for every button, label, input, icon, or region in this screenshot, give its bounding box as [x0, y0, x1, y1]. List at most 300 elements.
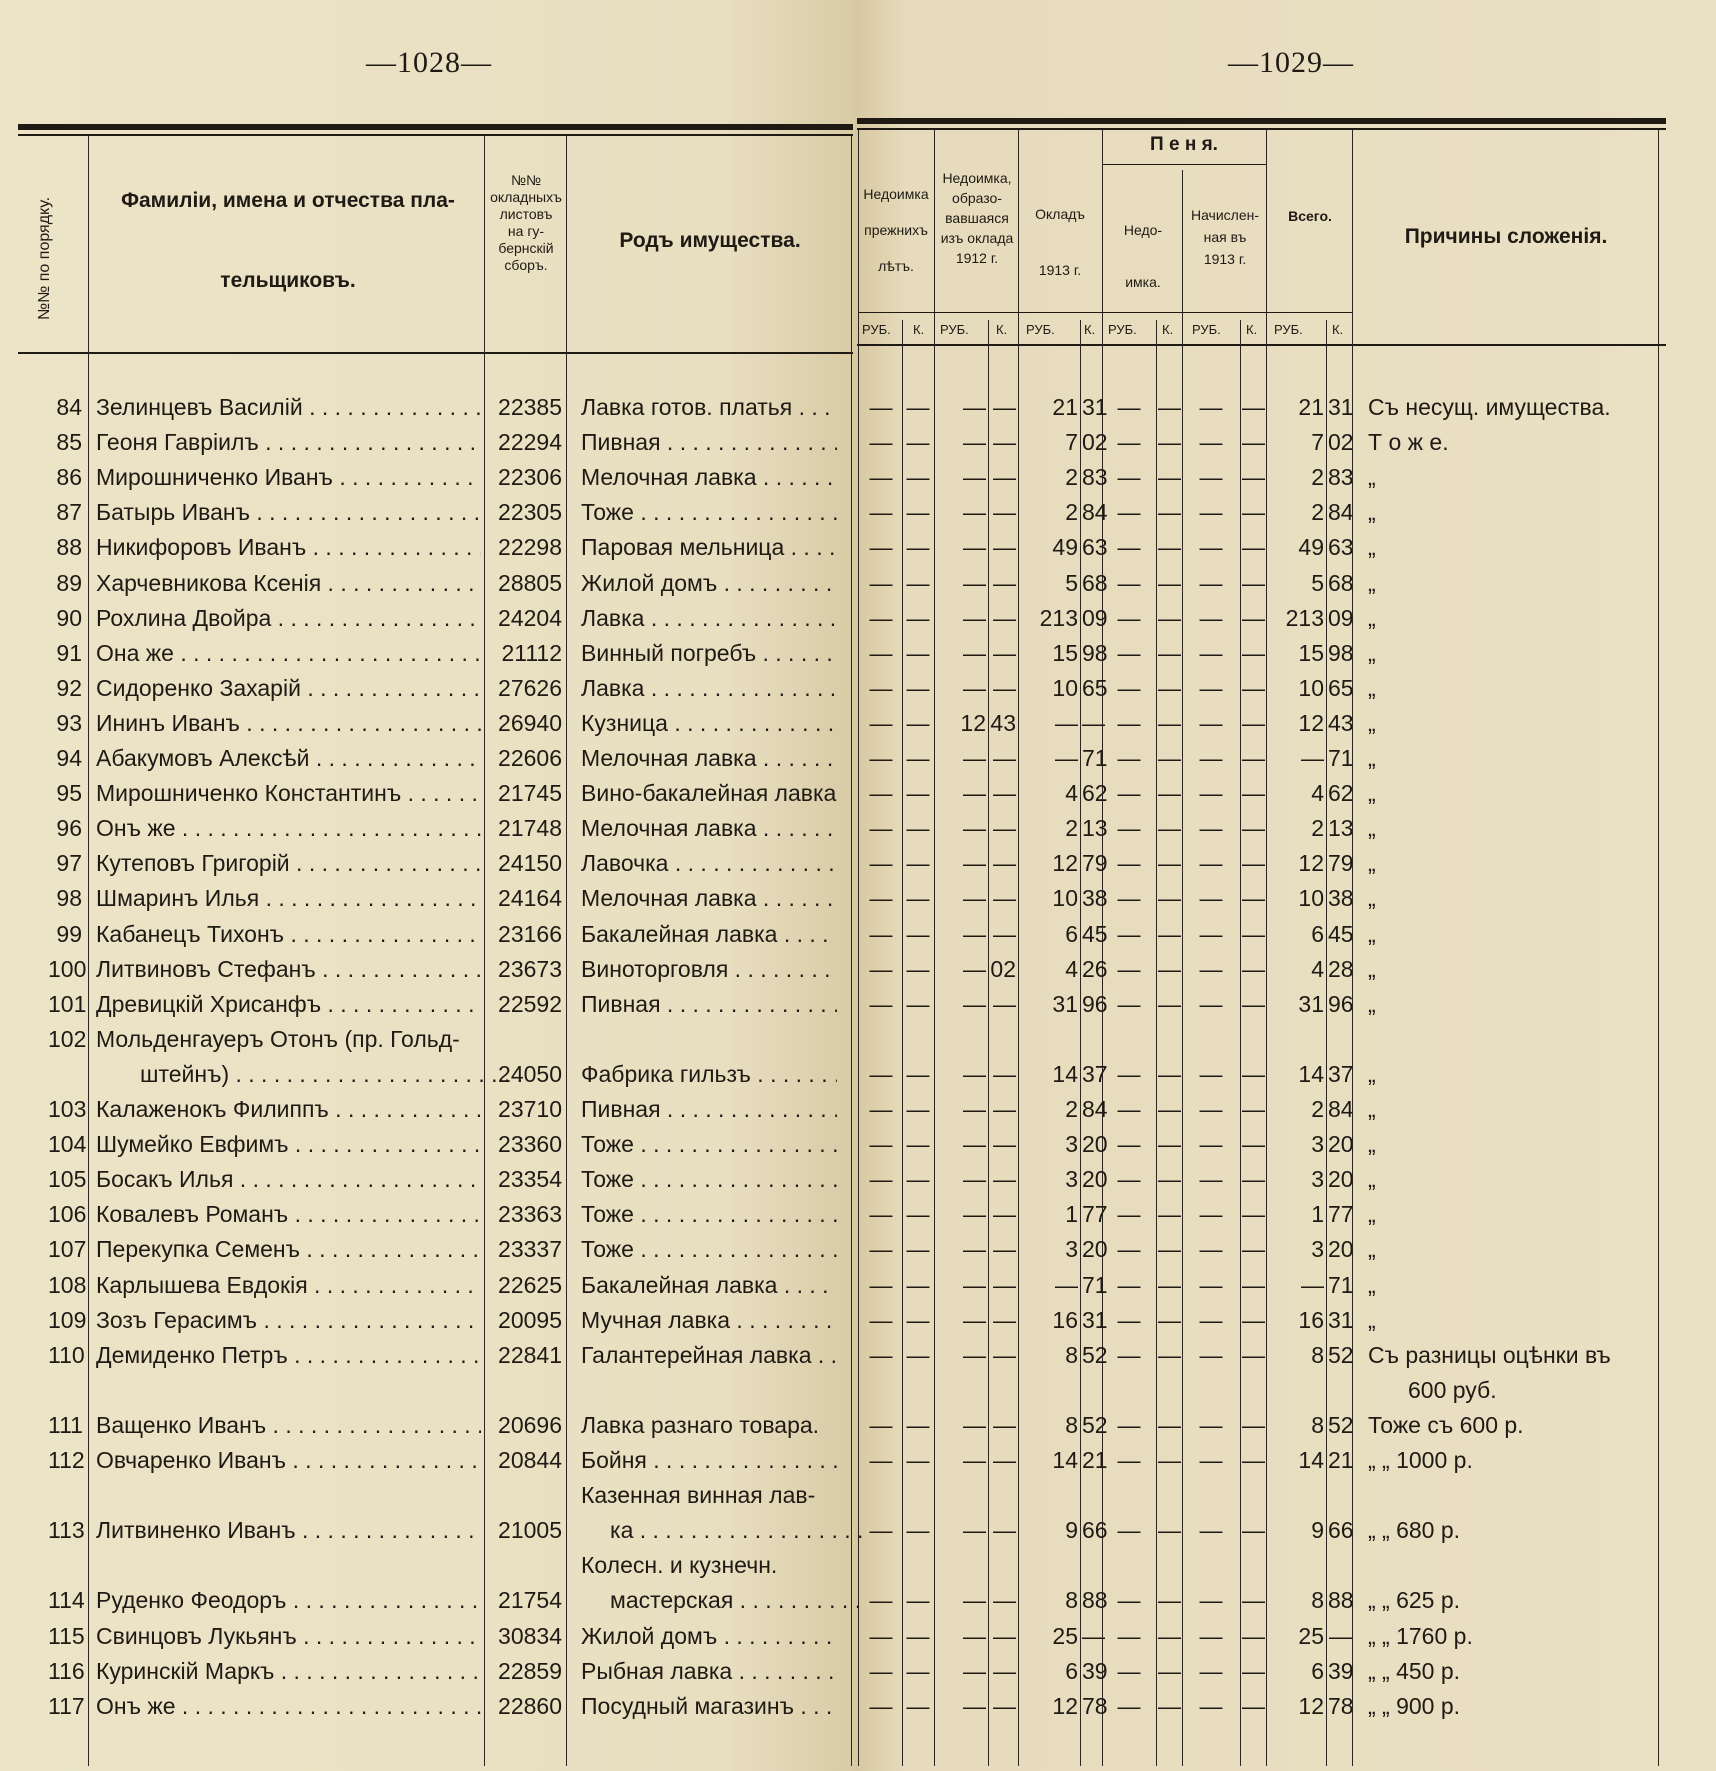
pa-kop: —	[1158, 499, 1181, 526]
y1912-rub: —	[963, 1201, 986, 1228]
pa-kop: —	[1158, 394, 1181, 420]
pa-rub: —	[1117, 1306, 1141, 1333]
reason: „	[1368, 990, 1376, 1017]
property-type: Пивная . . .	[581, 1095, 837, 1123]
total-kop: 88	[1328, 1587, 1354, 1614]
table-row	[0, 987, 1716, 1021]
pn-kop: —	[1242, 1341, 1265, 1368]
pa-rub: —	[1117, 1060, 1141, 1087]
total-kop: 84	[1328, 499, 1354, 526]
pa-kop: —	[1158, 1447, 1181, 1473]
arrears-prev-header: Недоимка прежнихъ лѣтъ.	[863, 186, 929, 274]
row-number: 105	[48, 1166, 87, 1193]
pn-rub: —	[1199, 1096, 1223, 1122]
row-number: 113	[48, 1517, 85, 1544]
sheet-number: 23360	[498, 1131, 562, 1158]
y1912-kop: —	[993, 394, 1016, 420]
reason: „	[1368, 1201, 1376, 1228]
property-type: Мелочная лавка . . .	[581, 814, 837, 842]
row-number: 92	[56, 674, 82, 701]
total-kop: 09	[1328, 604, 1354, 631]
kop-label: К.	[1084, 322, 1096, 337]
table-row	[0, 952, 1716, 986]
prev-kop: —	[906, 1692, 930, 1719]
payer-name: Зозъ Герасимъ . . .	[96, 1306, 481, 1334]
payer-name: Рохлина Двойра . . .	[96, 604, 481, 632]
salary-rub: 8	[1065, 1411, 1078, 1438]
property-type: Тоже . . .	[581, 1130, 837, 1158]
pn-kop: —	[1242, 1517, 1265, 1544]
salary-kop: 20	[1082, 1131, 1108, 1158]
total-kop: 20	[1328, 1236, 1354, 1263]
table-row	[0, 1268, 1716, 1302]
salary-kop: —	[1082, 1622, 1105, 1649]
y1912-rub: —	[963, 1306, 986, 1333]
row-number: 114	[48, 1587, 85, 1614]
table-row	[0, 460, 1716, 494]
payer-name: Онъ же . . .	[96, 814, 481, 842]
y1912-kop: —	[993, 1306, 1016, 1333]
prev-rub: —	[869, 1341, 893, 1368]
reason: „	[1368, 464, 1376, 491]
y1912-kop: —	[993, 1692, 1016, 1719]
salary-rub: 2	[1065, 499, 1078, 526]
table-row	[0, 811, 1716, 845]
total-kop: 31	[1328, 1306, 1354, 1333]
y1912-kop: —	[993, 1341, 1016, 1368]
pa-kop: —	[1158, 1236, 1181, 1263]
top-rule-left-thin	[18, 134, 853, 136]
prev-rub: —	[869, 1236, 893, 1263]
pn-kop: —	[1242, 815, 1265, 842]
pn-kop: —	[1242, 499, 1265, 526]
prev-kop: —	[906, 1131, 930, 1158]
penalty-rule	[1102, 164, 1266, 165]
total-rub: 213	[1285, 604, 1324, 631]
penalty-accrued-header: Начислен- ная въ 1913 г.	[1190, 207, 1260, 267]
pn-kop: —	[1242, 534, 1265, 561]
reason: „	[1368, 815, 1376, 842]
salary-kop: 09	[1082, 604, 1108, 631]
y1912-kop: —	[993, 1096, 1016, 1122]
pn-kop: —	[1242, 709, 1265, 736]
prev-rub: —	[869, 1201, 893, 1228]
table-row	[0, 390, 1716, 424]
y1912-kop: —	[993, 850, 1016, 877]
sheet-number: 24150	[498, 850, 562, 877]
y1912-rub: —	[963, 955, 986, 982]
total-kop: 78	[1328, 1692, 1354, 1719]
prev-rub: —	[869, 1060, 893, 1087]
table-row	[0, 1232, 1716, 1266]
total-rub: 7	[1311, 429, 1324, 456]
total-kop: 21	[1328, 1447, 1354, 1473]
property-type: Винный погребъ . . .	[581, 639, 837, 667]
sheet-number: 23337	[498, 1236, 562, 1263]
salary-rub: 5	[1065, 569, 1078, 596]
total-kop: 31	[1328, 394, 1354, 420]
pn-kop: —	[1242, 780, 1265, 807]
row-number: 109	[48, 1306, 87, 1333]
salary-kop: 71	[1082, 1271, 1108, 1298]
property-type: Посудный магазинъ . . .	[581, 1692, 837, 1720]
total-rub: 3	[1311, 1166, 1324, 1193]
prev-kop: —	[906, 745, 930, 771]
payer-name: Карлышева Евдокія . . .	[96, 1271, 481, 1299]
sheet-number: 22841	[498, 1341, 562, 1368]
property-type: Паровая мельница . . .	[581, 533, 837, 561]
y1912-rub: —	[963, 745, 986, 771]
property-type: ка . . .	[610, 1516, 866, 1544]
y1912-kop: —	[993, 499, 1016, 526]
sheet-number: 21754	[498, 1587, 562, 1614]
prev-kop: —	[906, 499, 930, 526]
total-kop: 96	[1328, 990, 1354, 1017]
pa-kop: —	[1158, 1341, 1181, 1368]
prev-kop: —	[906, 394, 930, 420]
pn-kop: —	[1242, 955, 1265, 982]
pn-rub: —	[1199, 464, 1223, 491]
salary-kop: 20	[1082, 1236, 1108, 1263]
payer-name: Древицкій Хрисанфъ . . .	[96, 990, 481, 1018]
table-row	[0, 1654, 1716, 1688]
property-type: Мелочная лавка . . .	[581, 884, 837, 912]
salary-kop: 68	[1082, 569, 1108, 596]
reason: „ „ 900 р.	[1368, 1692, 1461, 1719]
salary-kop: 37	[1082, 1060, 1108, 1087]
sheet-number: 26940	[498, 709, 562, 736]
sheet-number: 22860	[498, 1692, 562, 1719]
header-bottom-rule-right	[857, 344, 1666, 346]
row-number: 97	[56, 850, 82, 877]
total-kop: 43	[1328, 709, 1354, 736]
pa-kop: —	[1158, 1096, 1181, 1122]
y1912-rub: —	[963, 1096, 986, 1122]
prev-kop: —	[906, 955, 930, 982]
salary-kop: 84	[1082, 499, 1108, 526]
prev-rub: —	[869, 920, 893, 947]
pn-rub: —	[1199, 1692, 1223, 1719]
reason: Т о ж е.	[1368, 429, 1449, 456]
pa-rub: —	[1117, 709, 1141, 736]
y1912-rub: —	[963, 604, 986, 631]
table-row	[0, 1022, 1716, 1056]
payer-name: Она же . . .	[96, 639, 481, 667]
pn-rub: —	[1199, 1517, 1223, 1544]
table-row	[0, 1197, 1716, 1231]
y1912-kop: —	[993, 674, 1016, 701]
pn-kop: —	[1242, 1692, 1265, 1719]
payer-name: Литвиненко Иванъ . . .	[96, 1516, 481, 1544]
pa-kop: —	[1158, 569, 1181, 596]
row-number: 117	[48, 1692, 85, 1719]
pn-kop: —	[1242, 464, 1265, 491]
total-kop: 45	[1328, 920, 1354, 947]
table-row	[0, 1162, 1716, 1196]
prev-kop: —	[906, 709, 930, 736]
pn-rub: —	[1199, 1166, 1223, 1193]
pa-rub: —	[1117, 1657, 1141, 1684]
pa-kop: —	[1158, 1692, 1181, 1719]
salary-kop: 31	[1082, 1306, 1108, 1333]
pn-kop: —	[1242, 604, 1265, 631]
pa-rub: —	[1117, 885, 1141, 912]
payer-name: Никифоровъ Иванъ . . .	[96, 533, 481, 561]
table-row	[0, 636, 1716, 670]
salary-rub: 2	[1065, 1096, 1078, 1122]
salary-kop: 21	[1082, 1447, 1108, 1473]
top-rule-left	[18, 124, 853, 130]
pa-kop: —	[1158, 534, 1181, 561]
total-rub: 15	[1298, 639, 1324, 666]
y1912-kop: —	[993, 920, 1016, 947]
salary-rub: 16	[1052, 1306, 1078, 1333]
y1912-kop: —	[993, 1236, 1016, 1263]
prev-rub: —	[869, 1517, 893, 1544]
y1912-kop: —	[993, 780, 1016, 807]
property-type: Мелочная лавка . . .	[581, 744, 837, 772]
prev-kop: —	[906, 850, 930, 877]
y1912-kop: —	[993, 1166, 1016, 1193]
salary-rub: 2	[1065, 464, 1078, 491]
prev-rub: —	[869, 1587, 893, 1614]
total-rub: 4	[1311, 955, 1324, 982]
sheet-number: 22305	[498, 499, 562, 526]
pa-rub: —	[1117, 1692, 1141, 1719]
payer-name: Геоня Гавріилъ . . .	[96, 428, 481, 456]
pn-rub: —	[1199, 1201, 1223, 1228]
pn-kop: —	[1242, 1131, 1265, 1158]
payer-name: Калаженокъ Филиппъ . . .	[96, 1095, 481, 1123]
property-type: Казенная винная лав-	[581, 1482, 816, 1509]
table-row	[0, 1092, 1716, 1126]
y1912-rub: —	[963, 1622, 986, 1649]
y1912-rub: —	[963, 639, 986, 666]
salary-kop: 39	[1082, 1657, 1108, 1684]
salary-rub: 14	[1052, 1060, 1078, 1087]
row-number: 86	[56, 464, 82, 491]
pn-rub: —	[1199, 955, 1223, 982]
salary-kop: 52	[1082, 1341, 1108, 1368]
property-type: Кузница . . .	[581, 709, 837, 737]
pn-rub: —	[1199, 1622, 1223, 1649]
pa-kop: —	[1158, 955, 1181, 982]
salary-rub: 12	[1052, 850, 1078, 877]
pa-kop: —	[1158, 604, 1181, 631]
y1912-kop: —	[993, 1657, 1016, 1684]
pn-rub: —	[1199, 1411, 1223, 1438]
y1912-rub: —	[963, 1060, 986, 1087]
pn-rub: —	[1199, 1131, 1223, 1158]
pn-kop: —	[1242, 1096, 1265, 1122]
pa-rub: —	[1117, 1341, 1141, 1368]
rub-label: РУБ.	[940, 322, 969, 337]
y1912-kop: —	[993, 745, 1016, 771]
reason: Съ несущ. имущества.	[1368, 394, 1611, 420]
table-row	[0, 1338, 1716, 1372]
sheet-number: 22625	[498, 1271, 562, 1298]
total-rub: 10	[1298, 885, 1324, 912]
y1912-rub: —	[963, 1692, 986, 1719]
salary-rub: 4	[1065, 955, 1078, 982]
prev-kop: —	[906, 534, 930, 561]
y1912-rub: —	[963, 1341, 986, 1368]
salary-header: Окладъ 1913 г.	[1035, 206, 1085, 278]
payer-name: Сидоренко Захарій . . .	[96, 674, 481, 702]
sheet-number: 20696	[498, 1411, 562, 1438]
payer-name: Овчаренко Иванъ . . .	[96, 1446, 481, 1474]
sheet-number: 22298	[498, 534, 562, 561]
kop-label: К.	[1162, 322, 1174, 337]
payer-name: Зелинцевъ Василій . . .	[96, 393, 481, 421]
prev-rub: —	[869, 1411, 893, 1438]
reason: „	[1368, 1096, 1376, 1122]
prev-rub: —	[869, 394, 893, 420]
reason: „	[1368, 1166, 1376, 1193]
prev-kop: —	[906, 990, 930, 1017]
table-row	[0, 495, 1716, 529]
property-type: Виноторговля . . .	[581, 955, 837, 983]
sheet-number: 22385	[498, 394, 562, 420]
y1912-kop: —	[993, 1622, 1016, 1649]
pn-rub: —	[1199, 1306, 1223, 1333]
pa-kop: —	[1158, 1517, 1181, 1544]
prev-kop: —	[906, 1341, 930, 1368]
salary-rub: 4	[1065, 780, 1078, 807]
prev-kop: —	[906, 1201, 930, 1228]
y1912-rub: —	[963, 464, 986, 491]
total-rub: 8	[1311, 1587, 1324, 1614]
row-number: 87	[56, 499, 82, 526]
pn-rub: —	[1199, 990, 1223, 1017]
salary-rub: 31	[1052, 990, 1078, 1017]
total-kop: 71	[1328, 1271, 1354, 1298]
total-rub: 3	[1311, 1236, 1324, 1263]
table-row	[0, 1057, 1716, 1091]
pa-kop: —	[1158, 1306, 1181, 1333]
total-rub: 3	[1311, 1131, 1324, 1158]
property-type: Галантерейная лавка . . .	[581, 1341, 837, 1369]
rub-label: РУБ.	[1026, 322, 1055, 337]
y1912-kop: —	[993, 1271, 1016, 1298]
payer-name: Мирошниченко Иванъ . . .	[96, 463, 481, 491]
pa-rub: —	[1117, 920, 1141, 947]
reason: „	[1368, 1131, 1376, 1158]
reason-col-header: Причины сложенія.	[1404, 225, 1608, 248]
property-col-header: Родъ имущества.	[619, 229, 801, 252]
prev-rub: —	[869, 639, 893, 666]
salary-rub: —	[1055, 709, 1078, 736]
pa-kop: —	[1158, 815, 1181, 842]
total-rub: 6	[1311, 1657, 1324, 1684]
pn-rub: —	[1199, 780, 1223, 807]
total-rub: 8	[1311, 1411, 1324, 1438]
prev-rub: —	[869, 745, 893, 771]
payer-name: Мольденгауеръ Отонъ (пр. Гольд-	[96, 1025, 460, 1052]
kop-label: К.	[1332, 322, 1344, 337]
pn-kop: —	[1242, 1166, 1265, 1193]
row-number: 85	[56, 429, 82, 456]
property-type: Лавка . . .	[581, 674, 837, 702]
sheet-number: 22606	[498, 745, 562, 771]
pn-rub: —	[1199, 534, 1223, 561]
y1912-kop: —	[993, 1131, 1016, 1158]
rub-label: РУБ.	[1192, 322, 1221, 337]
sheet-number: 23363	[498, 1201, 562, 1228]
payer-name: Батырь Иванъ . . .	[96, 498, 481, 526]
pn-rub: —	[1199, 1236, 1223, 1263]
unit-rule	[858, 312, 1352, 313]
sheet-number: 24164	[498, 885, 562, 912]
pa-rub: —	[1117, 1166, 1141, 1193]
table-row	[0, 1443, 1716, 1477]
prev-rub: —	[869, 1271, 893, 1298]
table-row	[0, 1373, 1716, 1407]
y1912-kop: —	[993, 569, 1016, 596]
salary-kop: —	[1082, 709, 1105, 736]
pn-kop: —	[1242, 1306, 1265, 1333]
property-type: Пивная . . .	[581, 990, 837, 1018]
payer-name: Онъ же . . .	[96, 1692, 481, 1720]
property-type: Бакалейная лавка . . .	[581, 1271, 837, 1299]
prev-kop: —	[906, 780, 930, 807]
pn-rub: —	[1199, 1447, 1223, 1473]
prev-kop: —	[906, 1060, 930, 1087]
reason: „	[1368, 1236, 1376, 1263]
total-rub: 25	[1298, 1622, 1324, 1649]
sheet-number: 22294	[498, 429, 562, 456]
prev-rub: —	[869, 885, 893, 912]
reason: „ „ 680 р.	[1368, 1517, 1461, 1544]
y1912-kop: —	[993, 1517, 1016, 1544]
row-number: 101	[48, 990, 87, 1017]
salary-kop: 52	[1082, 1411, 1108, 1438]
prev-rub: —	[869, 1692, 893, 1719]
salary-kop: 84	[1082, 1096, 1108, 1122]
pa-kop: —	[1158, 464, 1181, 491]
pa-kop: —	[1158, 885, 1181, 912]
payer-name: Кабанецъ Тихонъ . . .	[96, 920, 481, 948]
table-row	[0, 706, 1716, 740]
salary-kop: 38	[1082, 885, 1108, 912]
sheet-number: 22859	[498, 1657, 562, 1684]
reason: „	[1368, 745, 1376, 771]
prev-rub: —	[869, 1166, 893, 1193]
property-type: мастерская . . .	[610, 1586, 866, 1614]
row-number: 104	[48, 1131, 87, 1158]
pn-rub: —	[1199, 1341, 1223, 1368]
sheet-number: 22592	[498, 990, 562, 1017]
table-row	[0, 601, 1716, 635]
y1912-rub: —	[963, 534, 986, 561]
pa-kop: —	[1158, 1060, 1181, 1087]
penalty-header: П е н я.	[1150, 134, 1218, 155]
salary-kop: 62	[1082, 780, 1108, 807]
sheet-number: 21745	[498, 780, 562, 807]
total-rub: 4	[1311, 780, 1324, 807]
table-row	[0, 1303, 1716, 1337]
row-number: 111	[48, 1411, 83, 1438]
prev-rub: —	[869, 1447, 893, 1473]
table-row	[0, 1689, 1716, 1723]
pa-rub: —	[1117, 534, 1141, 561]
y1912-kop: —	[993, 1411, 1016, 1438]
prev-kop: —	[906, 1587, 930, 1614]
prev-rub: —	[869, 569, 893, 596]
pa-kop: —	[1158, 429, 1181, 456]
row-number: 99	[56, 920, 82, 947]
y1912-rub: —	[963, 674, 986, 701]
